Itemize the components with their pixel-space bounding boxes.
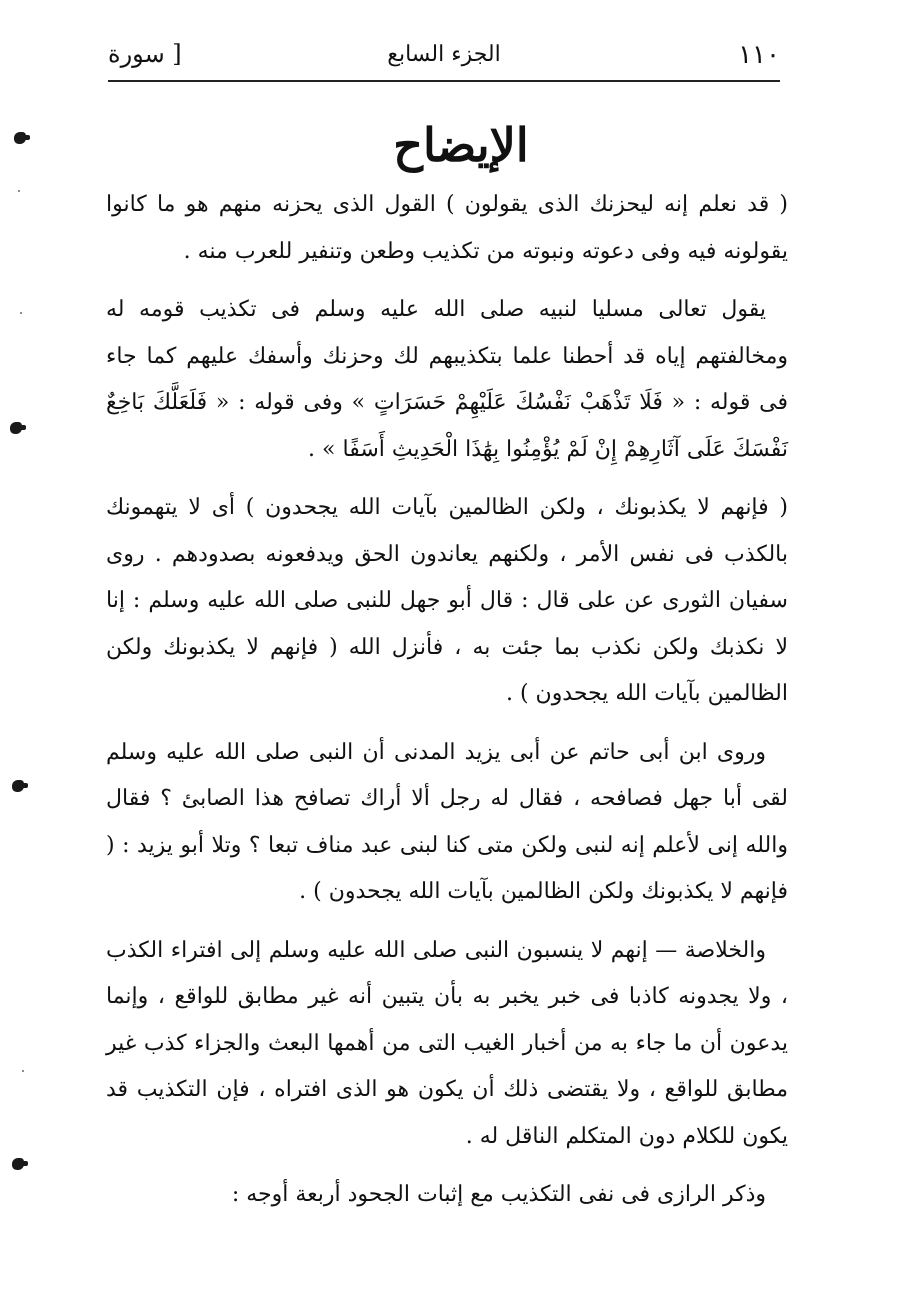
part-label: الجزء السابع [387, 42, 501, 67]
paragraph-denial: ( فإنهم لا يكذبونك ، ولكن الظالمين بآيات الله يجحدون ) أى لا يتهمونك بالكذب فى نفس الأمر ، ولكنهم يعاندون الحق ويدفعونه بصدودهم . روى سفيان الثورى عن على قال : قال أبو جهل للنبى صلى الله عليه وسلم : إنا لا نكذبك ولكن نكذب بما جئت به ، فأنزل الله ( فإنهم لا يكذبونك ولكن الظالمين بآيات الله يجحدون ) . [106, 495, 788, 706]
binding-hole-mark [10, 422, 22, 434]
paragraph-razi: وذكر الرازى فى نفى التكذيب مع إثبات الجحود أربعة أوجه : [231, 1182, 766, 1207]
body-text [106, 182, 788, 1231]
scan-speck [22, 1070, 24, 1072]
page-header [108, 34, 780, 80]
scan-speck [18, 190, 20, 192]
binding-hole-mark [14, 132, 26, 144]
paragraph-consolation: يقول تعالى مسليا لنبيه صلى الله عليه وسلم فى تكذيب قومه له ومخالفتهم إياه قد أحطنا علما بتكذيبهم لك وحزنك وأسفك عليهم كما جاء فى قوله : « فَلَا تَذْهَبْ نَفْسُكَ عَلَيْهِمْ حَسَرَاتٍ » وفى قوله : « فَلَعَلَّكَ بَاخِعٌ نَفْسَكَ عَلَى آثَارِهِمْ إِنْ لَمْ يُؤْمِنُوا بِهَٰذَا الْحَدِيثِ أَسَفًا » . [106, 297, 788, 462]
paragraph-summary: والخلاصة — إنهم لا ينسبون النبى صلى الله عليه وسلم إلى افتراء الكذب ، ولا يجدونه كاذبا فى خبر يخبر به بأن يتبين أنه غير مطابق للواقع ، وإنما يدعون أن ما جاء به من أخبار الغيب التى من أهمها البعث والجزاء كذب غير مطابق للواقع ، ولا يقتضى ذلك أن يكون هو الذى افتراه ، فإن التكذيب قد يكون للكلام دون المتكلم الناقل له . [106, 937, 788, 1149]
header-rule [108, 80, 780, 82]
page-number: ١١٠ [738, 40, 780, 70]
paragraph-narration: وروى ابن أبى حاتم عن أبى يزيد المدنى أن النبى صلى الله عليه وسلم لقى أبا جهل فصافحه ، فقال له رجل ألا أراك تصافح هذا الصابئ ؟ فقال والله إنى لأعلم إنه لنبى ولكن متى كنا لبنى عبد مناف تبعا ؟ وتلا أبو يزيد : ( فإنهم لا يكذبونك ولكن الظالمين بآيات الله يجحدون ) . [106, 739, 788, 904]
section-title: الإيضاح [393, 118, 529, 172]
binding-hole-mark [12, 1158, 24, 1170]
paragraph-verse-explanation: ( قد نعلم إنه ليحزنك الذى يقولون ) القول الذى يحزنه منهم هو ما كانوا يقولونه فيه وفى دعوته ونبوته من تكذيب وطعن وتنفير للعرب منه . [106, 192, 788, 264]
binding-hole-mark [12, 780, 24, 792]
scan-speck [20, 312, 22, 314]
surah-label: [ سورة [108, 40, 182, 68]
